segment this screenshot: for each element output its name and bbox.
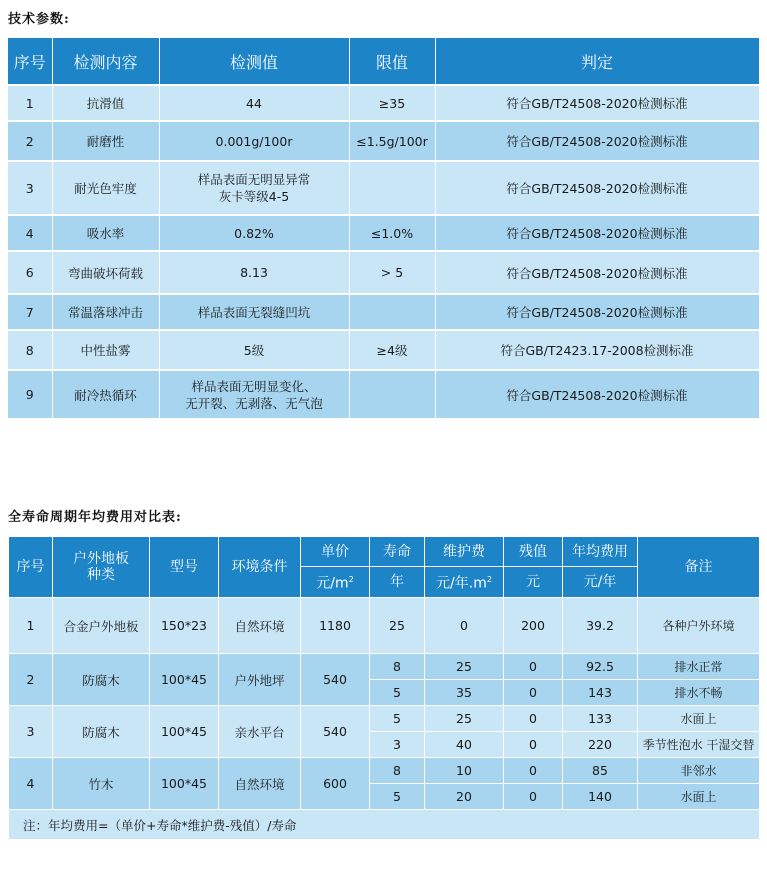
cell-type: 合金户外地板 [53,598,150,654]
cell-annual: 92.5 [563,654,638,680]
cell-type: 防腐木 [53,706,150,758]
section2-title: 全寿命周期年均费用对比表: [8,510,182,525]
cell-residual: 0 [504,654,563,680]
cell-remark: 水面上 [638,784,760,810]
cell-remark: 排水正常 [638,654,760,680]
cell-no: 1 [8,85,52,121]
cell-no: 4 [9,758,53,810]
cell-no: 2 [9,654,53,706]
cell-limit: ≤1.5g/100r [349,121,435,161]
cell-model: 100*45 [150,758,219,810]
header-value: 检测值 [159,38,349,85]
header-annual-unit: 元/年 [563,567,638,598]
cell-life: 5 [370,706,425,732]
cell-residual: 0 [504,784,563,810]
cell-remark: 水面上 [638,706,760,732]
header-price: 单价 [301,537,370,567]
table-row [8,330,759,370]
cell-value [159,330,349,370]
table-row [8,121,759,161]
header-limit: 限值 [349,38,435,85]
cell-env: 亲水平台 [219,706,301,758]
cell-result: 符合GB/T2423.17-2008检测标准 [435,330,759,370]
header-type: 户外地板种类 [53,537,150,598]
cell-annual: 140 [563,784,638,810]
cell-item: 耐磨性 [52,121,159,161]
cell-value [159,370,349,418]
cell-value-line: 8.13 [240,265,268,280]
cell-price: 540 [301,706,370,758]
table-row [8,251,759,294]
cell-result: 符合GB/T24508-2020检测标准 [435,294,759,330]
cell-value-line: 样品表面无明显变化、 [191,378,317,394]
cell-life: 25 [370,598,425,654]
table-row [9,758,760,784]
cell-maint: 10 [425,758,504,784]
cell-no: 3 [9,706,53,758]
header-result: 判定 [435,38,759,85]
cell-residual: 0 [504,706,563,732]
cell-value-line: 灰卡等级4-5 [218,189,290,204]
cell-result: 符合GB/T24508-2020检测标准 [435,215,759,251]
cell-limit [349,161,435,215]
cell-value-line: 5级 [243,342,265,358]
table-row [8,294,759,330]
cell-env: 户外地坪 [219,654,301,706]
header-life-unit: 年 [370,567,425,598]
cell-value [159,251,349,294]
cell-item: 耐光色牢度 [52,161,159,215]
header-residual-unit: 元 [504,567,563,598]
cell-limit: ≥35 [349,85,435,121]
cell-residual: 0 [504,732,563,758]
header-env: 环境条件 [219,537,301,598]
formula-note: 注：年均费用=（单价+寿命*维护费-残值）/寿命 [9,810,760,840]
header-remark: 备注 [638,537,760,598]
table-row [9,706,760,732]
cell-value-line: 无开裂、无剥落、无气泡 [185,395,323,411]
cell-value-line: 0.82% [234,225,274,241]
cell-no: 1 [9,598,53,654]
tech-params-header-row [8,38,759,85]
cell-maint: 25 [425,654,504,680]
cell-no: 9 [8,370,52,418]
cell-no: 2 [8,121,52,161]
header-maint-unit: 元/年$.m^2$ [425,567,504,598]
cell-result: 符合GB/T24508-2020检测标准 [435,85,759,121]
cell-annual: 143 [563,680,638,706]
cell-remark: 季节性泡水 干湿交替 [638,732,760,758]
cell-remark: 排水不畅 [638,680,760,706]
cell-maint: 25 [425,706,504,732]
cell-price: 1180 [301,598,370,654]
cell-item: 弯曲破坏荷载 [52,251,159,294]
cell-env: 自然环境 [219,758,301,810]
cell-result: 符合GB/T24508-2020检测标准 [435,370,759,418]
cell-life: 5 [370,784,425,810]
cell-maint: 35 [425,680,504,706]
header-no: 序号 [8,38,52,85]
table-row [9,598,760,654]
cell-result: 符合GB/T24508-2020检测标准 [435,251,759,294]
cell-value-line: 样品表面无明显异常 [197,172,311,187]
cell-result: 符合GB/T24508-2020检测标准 [435,121,759,161]
cell-no: 4 [8,215,52,251]
cell-limit: ≤1.0% [349,215,435,251]
tech-params-table [8,38,760,418]
section1-title: 技术参数: [8,12,70,27]
cell-maint: 20 [425,784,504,810]
cost-header-row-1 [9,537,760,567]
cell-item: 抗滑值 [52,85,159,121]
note-row [9,810,760,840]
header-no: 序号 [9,537,53,598]
cell-annual: 220 [563,732,638,758]
cell-type: 竹木 [53,758,150,810]
cell-value [159,215,349,251]
cell-residual: 0 [504,680,563,706]
header-residual: 残值 [504,537,563,567]
cost-comparison-table [8,536,760,840]
cell-price: 540 [301,654,370,706]
cell-maint: 0 [425,598,504,654]
cell-life: 5 [370,680,425,706]
cell-value-line: 0.001g/100r [215,133,293,149]
cell-limit [349,370,435,418]
cell-value [159,161,349,215]
cell-limit: ≥4级 [349,330,435,370]
cell-annual: 85 [563,758,638,784]
table-row [9,654,760,680]
table-row [8,215,759,251]
header-life: 寿命 [370,537,425,567]
header-annual: 年均费用 [563,537,638,567]
cell-value-line: 44 [246,95,262,111]
cell-life: 8 [370,654,425,680]
cell-item: 耐冷热循环 [52,370,159,418]
table-row [8,370,759,418]
cell-no: 8 [8,330,52,370]
header-model: 型号 [150,537,219,598]
cell-model: 150*23 [150,598,219,654]
cell-item: 常温落球冲击 [52,294,159,330]
cell-life: 8 [370,758,425,784]
cell-limit [349,294,435,330]
cell-item: 吸水率 [52,215,159,251]
cell-residual: 0 [504,758,563,784]
cell-no: 6 [8,251,52,294]
cell-value [159,85,349,121]
cell-price: 600 [301,758,370,810]
cell-value [159,294,349,330]
cell-result: 符合GB/T24508-2020检测标准 [435,161,759,215]
table-row [8,85,759,121]
cell-no: 7 [8,294,52,330]
cell-item: 中性盐雾 [52,330,159,370]
cell-residual: 200 [504,598,563,654]
cell-value [159,121,349,161]
cell-value-line: 样品表面无裂缝凹坑 [197,304,311,320]
cell-env: 自然环境 [219,598,301,654]
cell-annual: 133 [563,706,638,732]
cell-life: 3 [370,732,425,758]
cell-type: 防腐木 [53,654,150,706]
cell-remark: 非邻水 [638,758,760,784]
header-maint: 维护费 [425,537,504,567]
table-row [8,161,759,215]
header-price-unit: 元$/m^2$ [301,567,370,598]
cell-annual: 39.2 [563,598,638,654]
cell-model: 100*45 [150,706,219,758]
cell-limit: > 5 [349,251,435,294]
cell-model: 100*45 [150,654,219,706]
cell-no: 3 [8,161,52,215]
cell-remark: 各种户外环境 [638,598,760,654]
cell-maint: 40 [425,732,504,758]
header-item: 检测内容 [52,38,159,85]
